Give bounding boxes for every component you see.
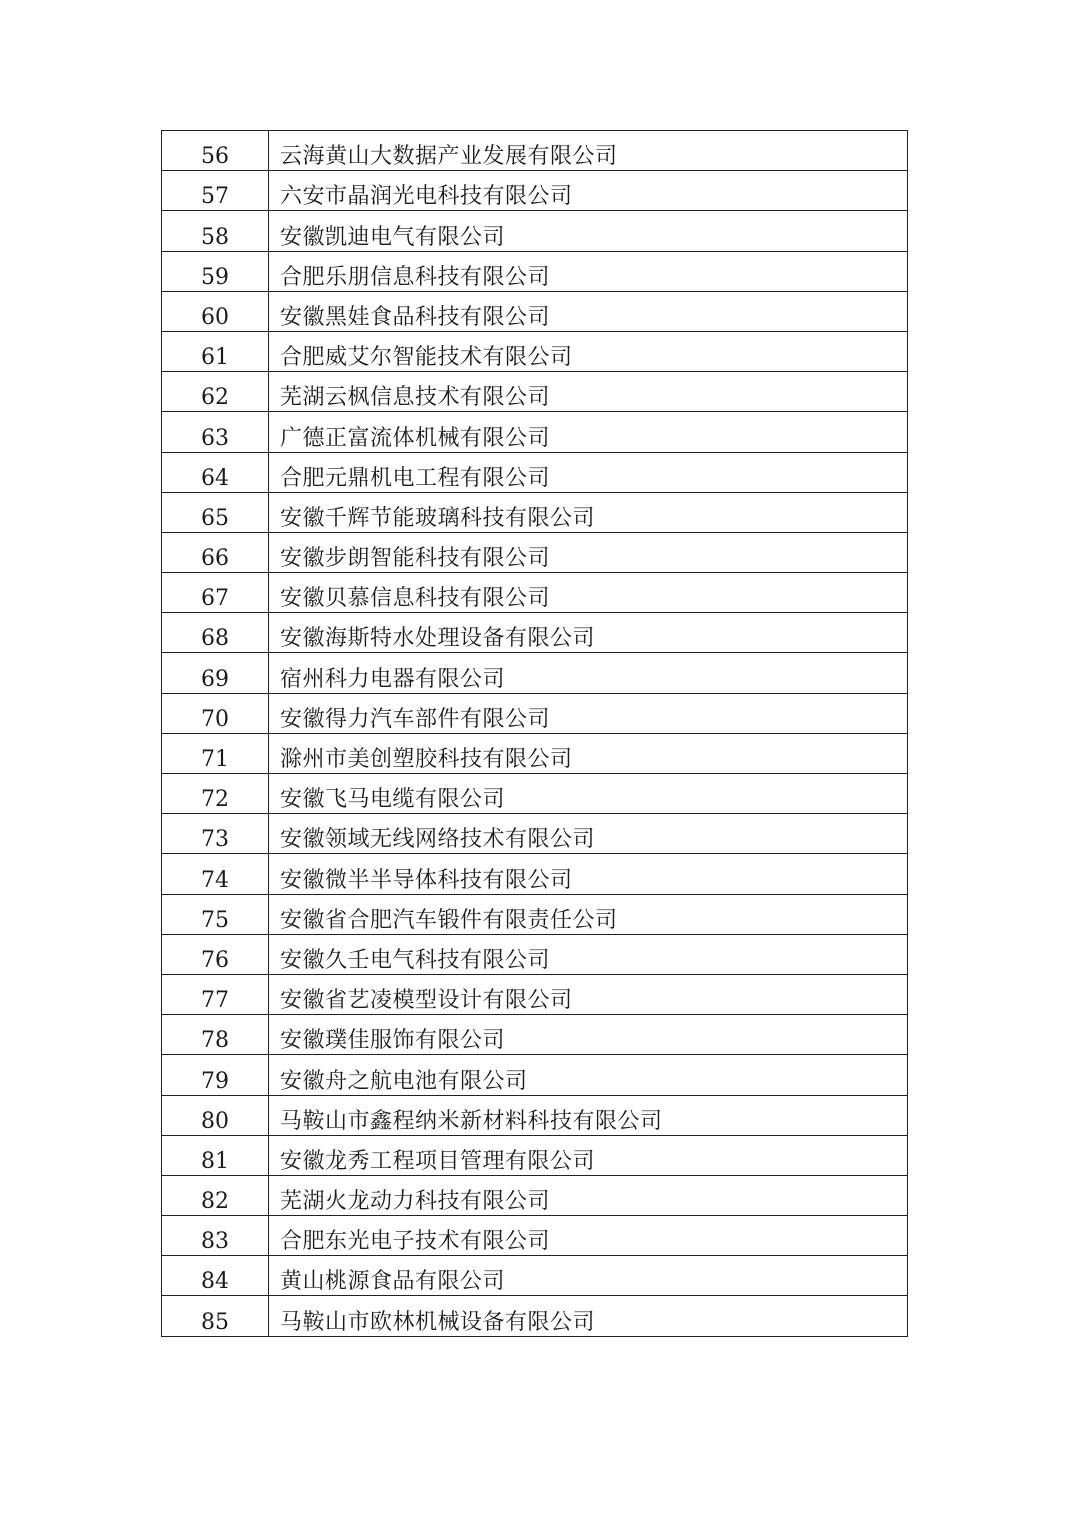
company-name: 安徽省合肥汽车锻件有限责任公司 bbox=[269, 894, 908, 934]
row-number: 76 bbox=[162, 934, 269, 974]
table-row bbox=[162, 171, 908, 211]
company-name: 安徽领域无线网络技术有限公司 bbox=[269, 814, 908, 854]
table-row bbox=[162, 1296, 908, 1336]
table-row bbox=[162, 613, 908, 653]
row-number: 56 bbox=[162, 131, 269, 171]
table-row bbox=[162, 733, 908, 773]
table-row bbox=[162, 573, 908, 613]
table-row bbox=[162, 693, 908, 733]
row-number: 58 bbox=[162, 211, 269, 251]
table-row bbox=[162, 131, 908, 171]
row-number: 69 bbox=[162, 653, 269, 693]
company-name: 安徽海斯特水处理设备有限公司 bbox=[269, 613, 908, 653]
row-number: 57 bbox=[162, 171, 269, 211]
row-number: 81 bbox=[162, 1135, 269, 1175]
table-row bbox=[162, 894, 908, 934]
row-number: 59 bbox=[162, 251, 269, 291]
table-row bbox=[162, 774, 908, 814]
company-name: 芜湖火龙动力科技有限公司 bbox=[269, 1175, 908, 1215]
company-name: 云海黄山大数据产业发展有限公司 bbox=[269, 131, 908, 171]
row-number: 68 bbox=[162, 613, 269, 653]
company-name: 合肥元鼎机电工程有限公司 bbox=[269, 452, 908, 492]
company-name: 合肥乐朋信息科技有限公司 bbox=[269, 251, 908, 291]
table-row bbox=[162, 211, 908, 251]
row-number: 63 bbox=[162, 412, 269, 452]
company-name: 滁州市美创塑胶科技有限公司 bbox=[269, 733, 908, 773]
company-name: 马鞍山市欧林机械设备有限公司 bbox=[269, 1296, 908, 1336]
table-row bbox=[162, 854, 908, 894]
row-number: 72 bbox=[162, 774, 269, 814]
company-name: 安徽省艺凌模型设计有限公司 bbox=[269, 974, 908, 1014]
table-row bbox=[162, 1055, 908, 1095]
company-name: 安徽舟之航电池有限公司 bbox=[269, 1055, 908, 1095]
company-name: 安徽贝慕信息科技有限公司 bbox=[269, 573, 908, 613]
row-number: 79 bbox=[162, 1055, 269, 1095]
table-row bbox=[162, 814, 908, 854]
row-number: 66 bbox=[162, 532, 269, 572]
table-row bbox=[162, 372, 908, 412]
row-number: 61 bbox=[162, 331, 269, 371]
table-row bbox=[162, 934, 908, 974]
company-name: 广德正富流体机械有限公司 bbox=[269, 412, 908, 452]
company-name: 合肥威艾尔智能技术有限公司 bbox=[269, 331, 908, 371]
table-row bbox=[162, 1095, 908, 1135]
row-number: 78 bbox=[162, 1015, 269, 1055]
company-name: 宿州科力电器有限公司 bbox=[269, 653, 908, 693]
row-number: 82 bbox=[162, 1175, 269, 1215]
company-name: 安徽微半半导体科技有限公司 bbox=[269, 854, 908, 894]
company-name: 芜湖云枫信息技术有限公司 bbox=[269, 372, 908, 412]
company-name: 安徽步朗智能科技有限公司 bbox=[269, 532, 908, 572]
company-name: 马鞍山市鑫程纳米新材料科技有限公司 bbox=[269, 1095, 908, 1135]
row-number: 73 bbox=[162, 814, 269, 854]
table-row bbox=[162, 532, 908, 572]
table-row bbox=[162, 412, 908, 452]
row-number: 62 bbox=[162, 372, 269, 412]
company-name: 安徽飞马电缆有限公司 bbox=[269, 774, 908, 814]
row-number: 71 bbox=[162, 733, 269, 773]
row-number: 84 bbox=[162, 1256, 269, 1296]
row-number: 74 bbox=[162, 854, 269, 894]
company-list-table bbox=[161, 130, 908, 1337]
table-row bbox=[162, 1216, 908, 1256]
company-name: 安徽龙秀工程项目管理有限公司 bbox=[269, 1135, 908, 1175]
table-row bbox=[162, 452, 908, 492]
row-number: 83 bbox=[162, 1216, 269, 1256]
company-name: 安徽凯迪电气有限公司 bbox=[269, 211, 908, 251]
row-number: 67 bbox=[162, 573, 269, 613]
table-row bbox=[162, 1256, 908, 1296]
table-row bbox=[162, 1015, 908, 1055]
company-name: 安徽黑娃食品科技有限公司 bbox=[269, 291, 908, 331]
company-name: 合肥东光电子技术有限公司 bbox=[269, 1216, 908, 1256]
row-number: 80 bbox=[162, 1095, 269, 1135]
table-row bbox=[162, 291, 908, 331]
company-name: 安徽璞佳服饰有限公司 bbox=[269, 1015, 908, 1055]
table-row bbox=[162, 653, 908, 693]
row-number: 65 bbox=[162, 492, 269, 532]
table-row bbox=[162, 1135, 908, 1175]
table-row bbox=[162, 492, 908, 532]
table-body bbox=[162, 131, 908, 1337]
company-name: 安徽久壬电气科技有限公司 bbox=[269, 934, 908, 974]
table-row bbox=[162, 331, 908, 371]
row-number: 75 bbox=[162, 894, 269, 934]
row-number: 70 bbox=[162, 693, 269, 733]
row-number: 64 bbox=[162, 452, 269, 492]
company-name: 六安市晶润光电科技有限公司 bbox=[269, 171, 908, 211]
company-name: 安徽千辉节能玻璃科技有限公司 bbox=[269, 492, 908, 532]
table-row bbox=[162, 251, 908, 291]
row-number: 77 bbox=[162, 974, 269, 1014]
company-name: 安徽得力汽车部件有限公司 bbox=[269, 693, 908, 733]
row-number: 60 bbox=[162, 291, 269, 331]
table-row bbox=[162, 1175, 908, 1215]
row-number: 85 bbox=[162, 1296, 269, 1336]
company-name: 黄山桃源食品有限公司 bbox=[269, 1256, 908, 1296]
table-row bbox=[162, 974, 908, 1014]
